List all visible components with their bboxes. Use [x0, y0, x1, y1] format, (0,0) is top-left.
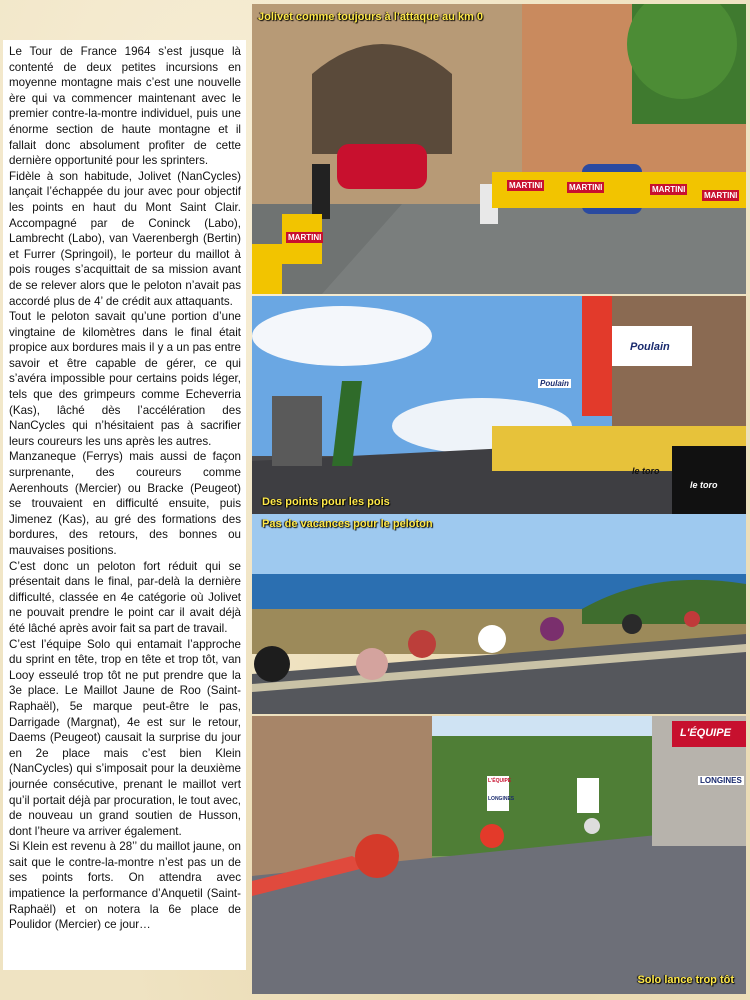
- lequipe-sign: L'ÉQUIPE: [488, 778, 512, 784]
- article-paragraph-4: Manzaneque (Ferrys) mais aussi de façon surprenante, des coureurs comme Aerenhouts (Mercier) ou Bracke (Peugeot) se trouvaient en difficulté ensuite, puis Jimenez (Kas), au gré des formations des bordures, des retours, des bonnes ou mauvaises positions.: [9, 450, 241, 557]
- martini-sign: MARTINI: [509, 181, 543, 190]
- martini-sign: MARTINI: [704, 191, 738, 200]
- article-paragraph-3: Tout le peloton savait qu’une portion d’une vingtaine de kilomètres dans le final était propice aux bordures mais il y a un pas entre savoir et être capable de gérer, ce qui s’avéra impossible pour certains poids léger, tels que des grimpeurs comme Echeverria (Kas), lâché dès l’accélération des NanCycles qui n’hésitaient pas à sacrifier leurs coureurs les uns après les autres.: [9, 310, 241, 448]
- poulain-sign: Poulain: [630, 341, 670, 353]
- article-paragraph-5: C’est donc un peloton fort réduit qui se présentait dans le final, par-delà la dernière difficulté, classée en 4e catégorie où Jolivet ne pouvait prendre le point car il avait déjà été lâché après avoir fait sa part de travail.: [9, 559, 241, 635]
- le-toro-sign: le toro: [632, 466, 660, 476]
- longines-sign: LONGINES: [488, 796, 515, 802]
- photo-peloton: [252, 514, 746, 714]
- photo-sprint: [252, 716, 746, 994]
- article-text: [9, 44, 241, 933]
- article-paragraph-6: C’est l’équipe Solo qui entamait l’approche du sprint en tête, trop en tête et trop tôt, van Looy esseulé trop tôt ne put prendre que la 3e place. Le Maillot Jaune de Roo (Saint-Raphaël), 5e marque peut-être le pas, Darrigade (Margnat), 4e est sur le retour, Daems (Peugeot) causait la surprise du jour en 2e place mais c’est bien Klein (NanCycles) qui s’imposait pour la deuxième journée consécutive, prenant le maillot vert qu’il portait déjà par procuration, le tout avec, de nouveau un grand soutien de Husson, dont l’heure va arriver également.: [9, 637, 241, 838]
- photo-caption: Pas de vacances pour le peloton: [262, 518, 433, 530]
- lequipe-sign: L'ÉQUIPE: [680, 727, 731, 739]
- martini-sign: MARTINI: [569, 183, 603, 192]
- le-toro-sign: le toro: [690, 480, 718, 490]
- photo-sprint-scene: [252, 716, 746, 994]
- photo-caption: Solo lance trop tôt: [637, 974, 734, 986]
- martini-sign: MARTINI: [652, 185, 686, 194]
- poulain-sign: Poulain: [540, 379, 569, 388]
- photo-peloton-scene: [252, 514, 746, 714]
- article-paragraph-2: Fidèle à son habitude, Jolivet (NanCycles) lançait l’échappée du jour avec pour objectif les points en haut du Mont Saint Clair. Accompagné par de Coninck (Labo), Lambrecht (Labo), van Vaerenbergh (Bertin) et Furrer (Springoil), le porteur du maillot à pois rouges s’acquittait de sa mission avant de se relever alors que le peloton n’avait pas accordé plus de 4’ de crédit aux attaquants.: [9, 169, 241, 308]
- article-paragraph-1: Le Tour de France 1964 s’est jusque là contenté de deux petites incursions en moyenne montagne mais c’est une nouvelle ère qui va commencer maintenant avec le premier contre-la-montre individuel, puis une énorme section de haute montagne et il fallait donc absolument profiter de cette dernière opportunité pour les sprinters.: [9, 45, 241, 168]
- photo-kom-points: [252, 296, 746, 514]
- photo-caption: Des points pour les pois: [262, 496, 390, 508]
- martini-sign: MARTINI: [288, 233, 322, 242]
- photo-breakaway: [252, 4, 746, 294]
- longines-sign: LONGINES: [700, 776, 742, 785]
- article-paragraph-7: Si Klein est revenu à 28’’ du maillot jaune, on sait que le contre-la-montre n’est pas un de ses points forts. On attendra avec impatience la performance d’Anquetil (Saint-Raphaël) et on notera la 6e place de Poulidor (Mercier) ce jour…: [9, 840, 241, 932]
- photo-kom-points-scene: [252, 296, 746, 514]
- photo-caption: Jolivet comme toujours à l’attaque au km 0: [258, 11, 483, 23]
- photo-breakaway-scene: [252, 4, 746, 294]
- article-panel: [3, 40, 246, 970]
